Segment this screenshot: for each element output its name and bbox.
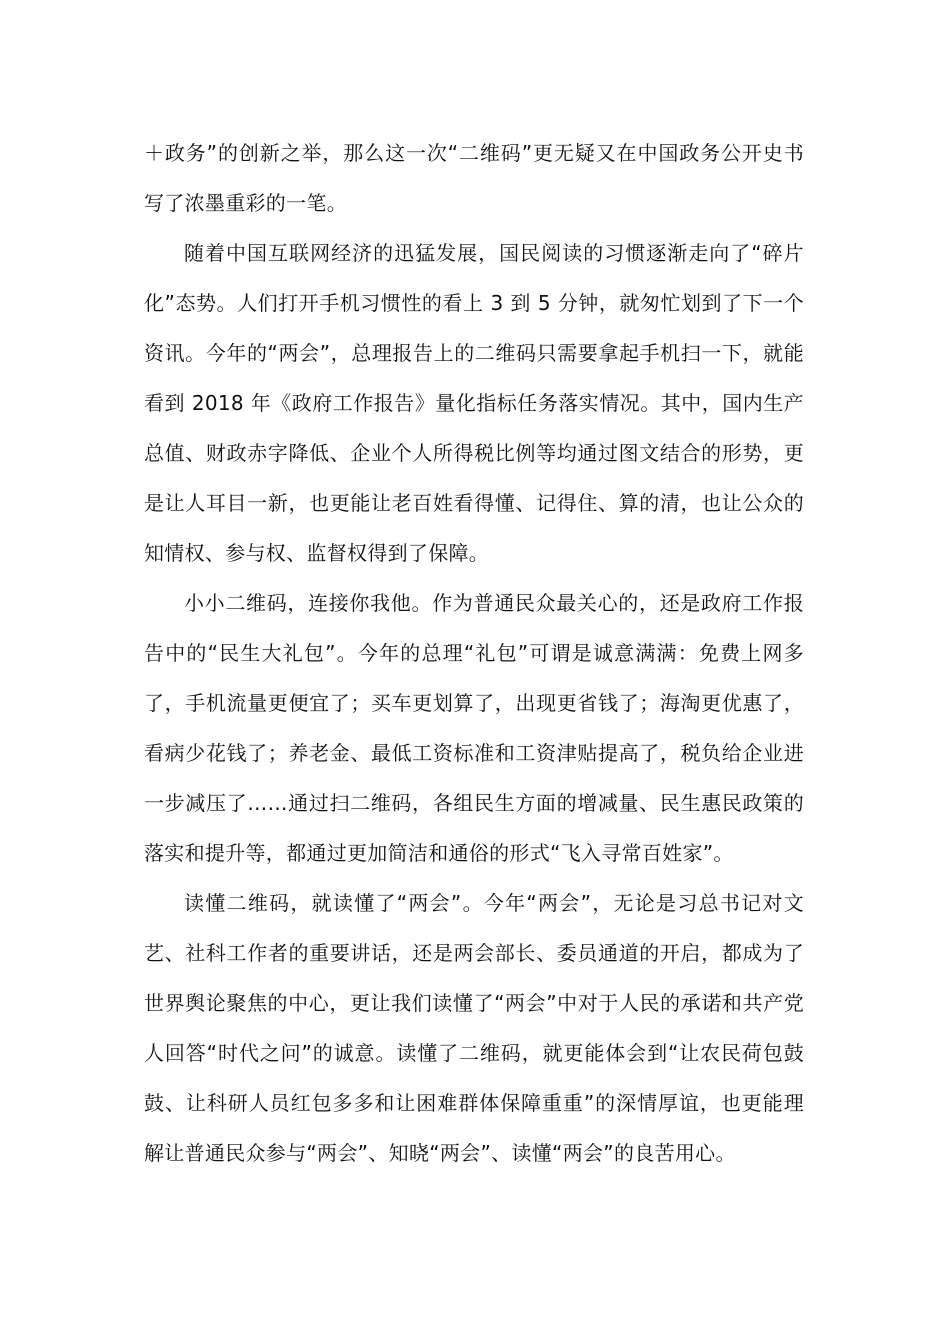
paragraph-2: 随着中国互联网经济的迅猛发展，国民阅读的习惯逐渐走向了“碎片化”态势。人们打开手机习惯性的看上 3 到 5 分钟，就匆忙划到了下一个资讯。今年的“两会”，总理报告上的二维码只需要拿起手机扫一下，就能看到 2018 年《政府工作报告》量化指标任务落实情况。其中，国内生产总值、财政赤字降低、企业个人所得税比例等均通过图文结合的形势，更是让人耳目一新，也更能让老百姓看得懂、记得住、算的清，也让公众的知情权、参与权、监督权得到了保障。 <box>144 241 804 565</box>
paragraph-3: 小小二维码，连接你我他。作为普通民众最关心的，还是政府工作报告中的“民生大礼包”。今年的总理“礼包”可谓是诚意满满：免费上网多了，手机流量更便宜了；买车更划算了，出现更省钱了；海淘更优惠了，看病少花钱了；养老金、最低工资标准和工资津贴提高了，税负给企业进一步减压了……通过扫二维码，各组民生方面的增减量、民生惠民政策的落实和提升等，都通过更加简洁和通俗的形式“飞入寻常百姓家”。 <box>144 591 804 865</box>
paragraph-1: ＋政务”的创新之举，那么这一次“二维码”更无疑又在中国政务公开史书写了浓墨重彩的一笔。 <box>144 141 804 215</box>
document-body <box>144 128 804 1178</box>
paragraph-4: 读懂二维码，就读懂了“两会”。今年“两会”，无论是习总书记对文艺、社科工作者的重要讲话，还是两会部长、委员通道的开启，都成为了世界舆论聚焦的中心，更让我们读懂了“两会”中对于人民的承诺和共产党人回答“时代之问”的诚意。读懂了二维码，就更能体会到“让农民荷包鼓鼓、让科研人员红包多多和让困难群体保障重重”的深情厚谊，也更能理解让普通民众参与“两会”、知晓“两会”、读懂“两会”的良苦用心。 <box>144 891 804 1165</box>
